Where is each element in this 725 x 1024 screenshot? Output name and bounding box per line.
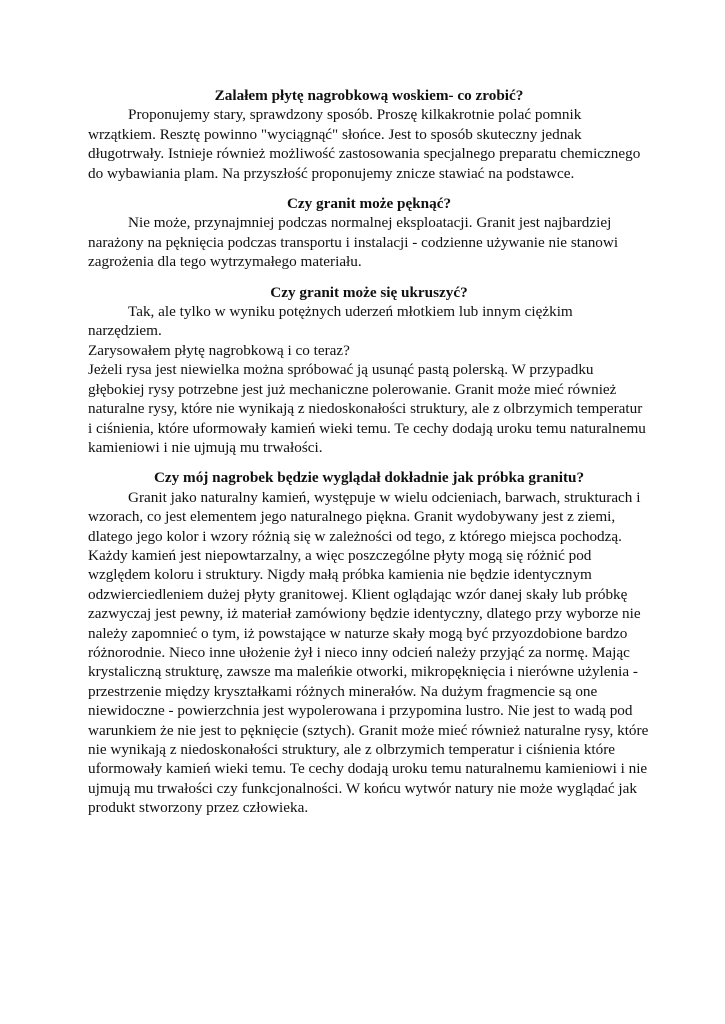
section-heading: Czy granit może pęknąć? [286,195,452,213]
section-paragraph: Tak, ale tylko w wyniku potężnych uderzeń młotkiem lub innym ciężkim narzędziem. [88,303,573,340]
section-heading: Czy mój nagrobek będzie wyglądał dokładnie jak próbka granitu? [153,469,585,487]
section-paragraph: Granit jako naturalny kamień, występuje w wielu odcieniach, barwach, strukturach i wzorach, co jest elementem jego naturalnego piękna. Granit wydobywany jest z ziemi, dlatego jego kolor i wzory różnią się w zależności od tego, z którego miejsca pochodzą. Każdy kamień jest niepowtarzalny, a więc poszczególne płyty mogą się różnić pod względem koloru i struktury. Nigdy małą próbka kamienia nie będzie identycznym odzwierciedleniem dużej płyty granitowej. Klient oglądając wzór danej skały lub próbkę zazwyczaj jest pewny, iż materiał zamówiony będzie identyczny, dlatego przy wyborze nie należy zapomnieć o tym, iż powstające w naturze skały mogą być przyozdobione bardzo różnorodnie. Nieco inne ułożenie żył i nieco inny odcień należy przyjąć za normę. Mając krystaliczną strukturę, zawsze ma maleńkie otworki, mikropęknięcia i nierówne użylenia - przestrzenie między kryształkami różnych minerałów. Na dużym fragmencie są one niewidoczne - powierzchnia jest wypolerowana i przypomina lustro. Nie jest to wadą pod warunkiem że nie jest to pęknięcie (sztych). Granit może mieć również naturalne rysy, które nie wynikają z niedoskonałości struktury, ale z olbrzymich temperatur i ciśnienia które uformowały kamień wieki temu. Te cechy dodają uroku temu naturalnemu kamieniowi i nie ujmują mu trwałości czy funkcjonalności. W końcu wytwór natury nie może wyglądać jak produkt stworzony przez człowieka. [88,488,649,817]
faq-section-sample [88,468,650,817]
section-heading: Zalałem płytę nagrobkową woskiem- co zrobić? [214,87,524,104]
section-heading: Czy granit może się ukruszyć? [270,283,468,301]
section-paragraph: Jeżeli rysa jest niewielka można spróbować ją usunąć pastą polerską. W przypadku głębokiej rysy potrzebne jest już mechaniczne polerowanie. Granit może mieć również naturalne rysy, które nie wynikają z niedoskonałości struktury, ale z olbrzymich temperatur i ciśnienia, które uformowały kamień wieki temu. Te cechy dodają uroku temu naturalnemu kamieniowi i nie ujmują mu trwałości. [88,361,646,456]
faq-section-chip [88,283,650,458]
section-subquestion: Zarysowałem płytę nagrobkową i co teraz? [88,341,350,359]
document-body [88,86,650,818]
faq-section-crack [88,194,650,272]
section-paragraph: Proponujemy stary, sprawdzony sposób. Proszę kilkakrotnie polać pomnik wrzątkiem. Resztę powinno "wyciągnąć" słońce. Jest to sposób skuteczny jednak długotrwały. Istnieje również możliwość zastosowania specjalnego preparatu chemicznego do wybawiania plam. Na przyszłość proponujemy znicze stawiać na podstawce. [88,106,641,182]
section-paragraph: Nie może, przynajmniej podczas normalnej eksploatacji. Granit jest najbardziej narażony na pęknięcia podczas transportu i instalacji - codzienne używanie nie stanowi zagrożenia dla tego wytrzymałego materiału. [88,214,619,271]
faq-section-wax [88,86,650,183]
